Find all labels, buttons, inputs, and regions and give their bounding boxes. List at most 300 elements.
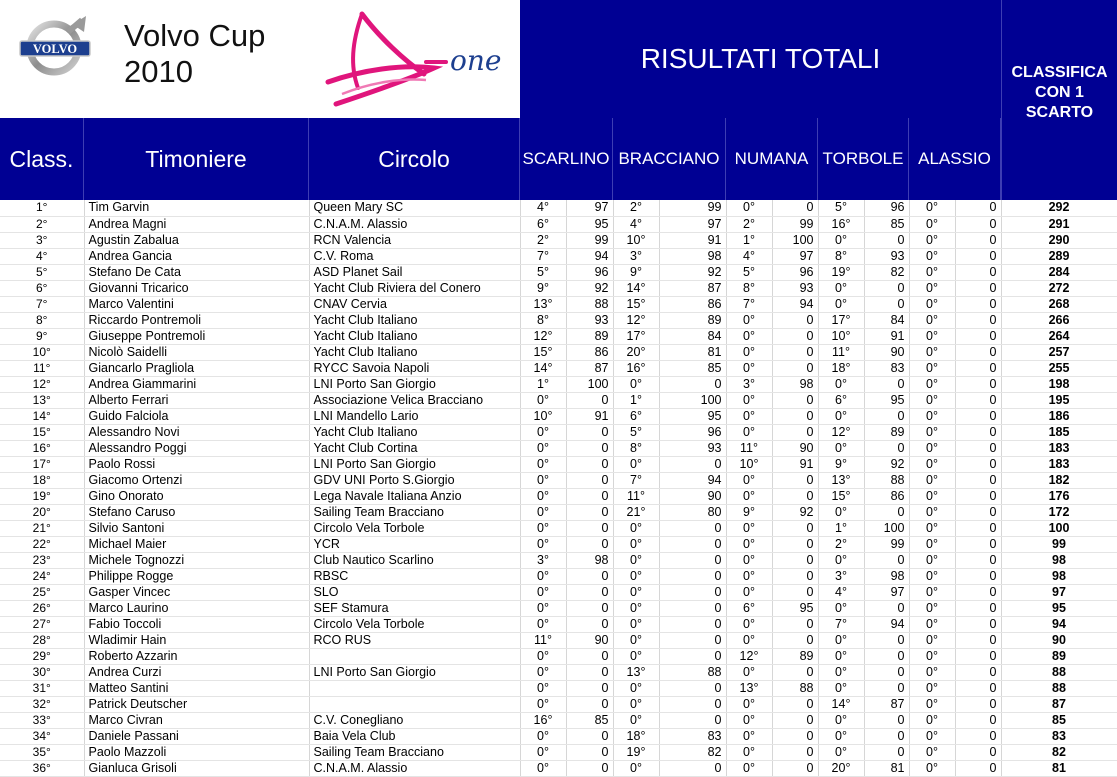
rank-cell: 29° <box>0 648 84 664</box>
rank-cell: 11° <box>0 360 84 376</box>
race-position-cell: 16° <box>613 360 659 376</box>
helmsman-cell: Patrick Deutscher <box>84 696 309 712</box>
total-points-cell: 172 <box>1001 504 1117 520</box>
table-row <box>0 280 1117 296</box>
race-points-cell: 84 <box>659 328 726 344</box>
race-points-cell: 0 <box>659 520 726 536</box>
helmsman-cell: Alberto Ferrari <box>84 392 309 408</box>
table-row <box>0 328 1117 344</box>
race-position-cell: 0° <box>909 552 955 568</box>
race-position-cell: 7° <box>818 616 864 632</box>
race-position-cell: 0° <box>726 712 772 728</box>
race-points-cell: 96 <box>659 424 726 440</box>
race-points-cell: 90 <box>772 440 818 456</box>
race-points-cell: 86 <box>566 344 613 360</box>
race-points-cell: 97 <box>659 216 726 232</box>
rank-cell: 25° <box>0 584 84 600</box>
helmsman-cell: Gianluca Grisoli <box>84 760 309 776</box>
race-position-cell: 11° <box>613 488 659 504</box>
race-points-cell: 0 <box>955 728 1001 744</box>
club-cell: RCO RUS <box>309 632 520 648</box>
classifica-header <box>1001 0 1117 200</box>
club-cell: Yacht Club Italiano <box>309 312 520 328</box>
race-position-cell: 0° <box>613 696 659 712</box>
helmsman-cell: Guido Falciola <box>84 408 309 424</box>
race-points-cell: 0 <box>864 632 909 648</box>
race-position-cell: 13° <box>613 664 659 680</box>
race-position-cell: 10° <box>726 456 772 472</box>
club-cell: Sailing Team Bracciano <box>309 504 520 520</box>
race-points-cell: 0 <box>772 472 818 488</box>
race-points-cell: 92 <box>772 504 818 520</box>
race-position-cell: 0° <box>726 760 772 776</box>
race-points-cell: 93 <box>566 312 613 328</box>
race-points-cell: 94 <box>772 296 818 312</box>
race-points-cell: 85 <box>659 360 726 376</box>
race-points-cell: 88 <box>566 296 613 312</box>
race-position-cell: 0° <box>909 344 955 360</box>
race-position-cell: 0° <box>520 520 566 536</box>
race-position-cell: 0° <box>909 472 955 488</box>
race-points-cell: 98 <box>864 568 909 584</box>
race-points-cell: 0 <box>955 456 1001 472</box>
race-points-cell: 0 <box>955 392 1001 408</box>
race-position-cell: 0° <box>726 744 772 760</box>
race-position-cell: 2° <box>613 200 659 216</box>
club-cell: CNAV Cervia <box>309 296 520 312</box>
race-position-cell: 0° <box>726 696 772 712</box>
race-points-cell: 0 <box>955 344 1001 360</box>
helmsman-cell: Giancarlo Pragliola <box>84 360 309 376</box>
race-points-cell: 0 <box>864 408 909 424</box>
race-position-cell: 0° <box>726 328 772 344</box>
rank-cell: 16° <box>0 440 84 456</box>
race-points-cell: 86 <box>864 488 909 504</box>
race-points-cell: 0 <box>955 616 1001 632</box>
race-points-cell: 0 <box>659 648 726 664</box>
helmsman-cell: Fabio Toccoli <box>84 616 309 632</box>
race-points-cell: 80 <box>659 504 726 520</box>
total-points-cell: 268 <box>1001 296 1117 312</box>
table-row <box>0 744 1117 760</box>
race-points-cell: 0 <box>772 312 818 328</box>
race-points-cell: 0 <box>955 680 1001 696</box>
race-position-cell: 16° <box>520 712 566 728</box>
total-points-cell: 82 <box>1001 744 1117 760</box>
race-position-cell: 0° <box>613 648 659 664</box>
classifica-line1: CLASSIFICA <box>1011 64 1108 81</box>
race-position-cell: 5° <box>726 264 772 280</box>
race-points-cell: 93 <box>864 248 909 264</box>
race-points-cell: 87 <box>566 360 613 376</box>
race-position-cell: 1° <box>818 520 864 536</box>
race-position-cell: 0° <box>909 584 955 600</box>
club-cell: LNI Porto San Giorgio <box>309 664 520 680</box>
rank-cell: 8° <box>0 312 84 328</box>
race-position-cell: 7° <box>726 296 772 312</box>
race-position-cell: 12° <box>726 648 772 664</box>
race-position-cell: 0° <box>613 536 659 552</box>
race-position-cell: 0° <box>520 392 566 408</box>
rank-cell: 13° <box>0 392 84 408</box>
rank-cell: 22° <box>0 536 84 552</box>
race-points-cell: 0 <box>955 264 1001 280</box>
race-position-cell: 0° <box>909 520 955 536</box>
table-row <box>0 552 1117 568</box>
cup-title-line1: Volvo Cup <box>124 18 266 53</box>
rank-cell: 15° <box>0 424 84 440</box>
race-position-cell: 0° <box>726 664 772 680</box>
race-points-cell: 0 <box>864 376 909 392</box>
race-position-cell: 0° <box>909 696 955 712</box>
rank-cell: 26° <box>0 600 84 616</box>
race-points-cell: 0 <box>955 408 1001 424</box>
race-position-cell: 4° <box>726 248 772 264</box>
race-points-cell: 97 <box>864 584 909 600</box>
race-position-cell: 0° <box>520 440 566 456</box>
race-points-cell: 0 <box>566 536 613 552</box>
race-position-cell: 0° <box>818 680 864 696</box>
column-header-row <box>0 118 1001 200</box>
race-position-cell: 0° <box>909 424 955 440</box>
race-position-cell: 0° <box>909 568 955 584</box>
race-position-cell: 13° <box>520 296 566 312</box>
table-row <box>0 648 1117 664</box>
race-points-cell: 0 <box>864 552 909 568</box>
race-points-cell: 0 <box>955 552 1001 568</box>
race-points-cell: 0 <box>864 440 909 456</box>
race-position-cell: 0° <box>726 392 772 408</box>
rank-cell: 5° <box>0 264 84 280</box>
race-points-cell: 0 <box>566 584 613 600</box>
helmsman-cell: Tim Garvin <box>84 200 309 216</box>
race-position-cell: 13° <box>818 472 864 488</box>
race-points-cell: 0 <box>772 744 818 760</box>
race-points-cell: 0 <box>864 296 909 312</box>
race-position-cell: 2° <box>818 536 864 552</box>
race-points-cell: 0 <box>955 296 1001 312</box>
race-position-cell: 0° <box>909 392 955 408</box>
race-points-cell: 84 <box>864 312 909 328</box>
race-points-cell: 0 <box>955 568 1001 584</box>
race-position-cell: 0° <box>520 696 566 712</box>
race-points-cell: 0 <box>772 632 818 648</box>
race-points-cell: 0 <box>566 392 613 408</box>
race-points-cell: 92 <box>566 280 613 296</box>
race-points-cell: 0 <box>955 488 1001 504</box>
race-position-cell: 0° <box>726 728 772 744</box>
total-points-cell: 198 <box>1001 376 1117 392</box>
table-row <box>0 200 1117 216</box>
race-position-cell: 0° <box>726 632 772 648</box>
race-points-cell: 88 <box>772 680 818 696</box>
race-points-cell: 83 <box>864 360 909 376</box>
race-position-cell: 0° <box>818 712 864 728</box>
helmsman-cell: Giuseppe Pontremoli <box>84 328 309 344</box>
race-points-cell: 0 <box>772 488 818 504</box>
race-position-cell: 0° <box>909 200 955 216</box>
rank-cell: 28° <box>0 632 84 648</box>
race-position-cell: 0° <box>726 200 772 216</box>
race-points-cell: 0 <box>955 472 1001 488</box>
race-position-cell: 0° <box>818 632 864 648</box>
race-points-cell: 0 <box>659 536 726 552</box>
rank-cell: 14° <box>0 408 84 424</box>
race-position-cell: 0° <box>818 728 864 744</box>
race-points-cell: 0 <box>955 520 1001 536</box>
race-points-cell: 81 <box>659 344 726 360</box>
race-points-cell: 87 <box>659 280 726 296</box>
race-position-cell: 0° <box>818 408 864 424</box>
race-position-cell: 1° <box>520 376 566 392</box>
race-points-cell: 0 <box>955 216 1001 232</box>
total-points-cell: 97 <box>1001 584 1117 600</box>
rank-cell: 7° <box>0 296 84 312</box>
race-position-cell: 0° <box>613 712 659 728</box>
total-points-cell: 291 <box>1001 216 1117 232</box>
total-points-cell: 100 <box>1001 520 1117 536</box>
race-position-cell: 21° <box>613 504 659 520</box>
race-points-cell: 0 <box>659 680 726 696</box>
race-position-cell: 19° <box>818 264 864 280</box>
cup-title-line2: 2010 <box>124 54 193 89</box>
table-row <box>0 264 1117 280</box>
race-points-cell: 91 <box>659 232 726 248</box>
race-position-cell: 0° <box>726 344 772 360</box>
race-position-cell: 13° <box>726 680 772 696</box>
club-cell: Yacht Club Cortina <box>309 440 520 456</box>
race-points-cell: 0 <box>955 712 1001 728</box>
race-position-cell: 0° <box>613 584 659 600</box>
race-points-cell: 0 <box>772 360 818 376</box>
total-points-cell: 264 <box>1001 328 1117 344</box>
race-points-cell: 95 <box>864 392 909 408</box>
total-points-cell: 90 <box>1001 632 1117 648</box>
classifica-line3: SCARTO <box>1025 104 1094 121</box>
race-position-cell: 10° <box>520 408 566 424</box>
rank-cell: 32° <box>0 696 84 712</box>
race-points-cell: 0 <box>772 568 818 584</box>
rank-cell: 33° <box>0 712 84 728</box>
table-row <box>0 392 1117 408</box>
rank-cell: 18° <box>0 472 84 488</box>
race-points-cell: 0 <box>772 424 818 440</box>
table-row <box>0 248 1117 264</box>
results-title: RISULTATI TOTALI <box>520 0 1001 118</box>
race-points-cell: 0 <box>659 456 726 472</box>
race-position-cell: 0° <box>520 488 566 504</box>
race-points-cell: 99 <box>772 216 818 232</box>
classifica-line2: CON 1 <box>1035 84 1084 101</box>
race-position-cell: 0° <box>726 536 772 552</box>
table-row <box>0 568 1117 584</box>
race-points-cell: 0 <box>955 744 1001 760</box>
race-position-cell: 12° <box>520 328 566 344</box>
rank-cell: 6° <box>0 280 84 296</box>
rank-cell: 35° <box>0 744 84 760</box>
race-position-cell: 0° <box>818 664 864 680</box>
club-cell: C.N.A.M. Alassio <box>309 216 520 232</box>
total-points-cell: 292 <box>1001 200 1117 216</box>
race-points-cell: 94 <box>864 616 909 632</box>
race-position-cell: 0° <box>613 760 659 776</box>
race-position-cell: 0° <box>520 600 566 616</box>
race-position-cell: 12° <box>818 424 864 440</box>
col-header-club: Circolo <box>309 118 520 200</box>
race-points-cell: 0 <box>955 632 1001 648</box>
club-cell: SLO <box>309 584 520 600</box>
race-position-cell: 9° <box>520 280 566 296</box>
race-points-cell: 0 <box>955 648 1001 664</box>
race-points-cell: 82 <box>864 264 909 280</box>
race-position-cell: 0° <box>909 408 955 424</box>
race-points-cell: 0 <box>659 600 726 616</box>
total-points-cell: 98 <box>1001 568 1117 584</box>
race-points-cell: 0 <box>772 200 818 216</box>
race-points-cell: 0 <box>772 696 818 712</box>
race-points-cell: 85 <box>566 712 613 728</box>
race-points-cell: 0 <box>659 632 726 648</box>
club-cell: Sailing Team Bracciano <box>309 744 520 760</box>
race-points-cell: 0 <box>772 408 818 424</box>
race-position-cell: 0° <box>818 440 864 456</box>
table-row <box>0 600 1117 616</box>
helmsman-cell: Philippe Rogge <box>84 568 309 584</box>
total-points-cell: 98 <box>1001 552 1117 568</box>
race-position-cell: 4° <box>613 216 659 232</box>
race-points-cell: 0 <box>566 760 613 776</box>
helmsman-cell: Stefano Caruso <box>84 504 309 520</box>
race-position-cell: 0° <box>613 600 659 616</box>
race-points-cell: 99 <box>566 232 613 248</box>
helmsman-cell: Marco Civran <box>84 712 309 728</box>
race-points-cell: 0 <box>955 584 1001 600</box>
table-row <box>0 616 1117 632</box>
race-position-cell: 0° <box>613 552 659 568</box>
race-position-cell: 15° <box>613 296 659 312</box>
race-position-cell: 9° <box>726 504 772 520</box>
race-position-cell: 0° <box>909 600 955 616</box>
race-points-cell: 97 <box>772 248 818 264</box>
race-position-cell: 0° <box>818 232 864 248</box>
table-row <box>0 456 1117 472</box>
club-cell: LNI Porto San Giorgio <box>309 456 520 472</box>
rank-cell: 21° <box>0 520 84 536</box>
helmsman-cell: Nicolò Saidelli <box>84 344 309 360</box>
race-position-cell: 0° <box>726 488 772 504</box>
logo-area <box>0 0 520 118</box>
helmsman-cell: Giacomo Ortenzi <box>84 472 309 488</box>
club-cell: Yacht Club Riviera del Conero <box>309 280 520 296</box>
race-position-cell: 0° <box>909 536 955 552</box>
race-position-cell: 0° <box>726 584 772 600</box>
race-points-cell: 98 <box>772 376 818 392</box>
race-points-cell: 99 <box>659 200 726 216</box>
race-position-cell: 0° <box>909 648 955 664</box>
race-points-cell: 0 <box>566 456 613 472</box>
race-position-cell: 0° <box>520 536 566 552</box>
race-points-cell: 0 <box>772 552 818 568</box>
race-position-cell: 4° <box>818 584 864 600</box>
race-position-cell: 0° <box>520 760 566 776</box>
race-position-cell: 6° <box>818 392 864 408</box>
race-position-cell: 0° <box>726 360 772 376</box>
helmsman-cell: Giovanni Tricarico <box>84 280 309 296</box>
race-points-cell: 98 <box>566 552 613 568</box>
total-points-cell: 289 <box>1001 248 1117 264</box>
race-position-cell: 0° <box>726 568 772 584</box>
table-row <box>0 312 1117 328</box>
rank-cell: 27° <box>0 616 84 632</box>
helmsman-cell: Alessandro Poggi <box>84 440 309 456</box>
total-points-cell: 81 <box>1001 760 1117 776</box>
race-points-cell: 0 <box>955 664 1001 680</box>
helmsman-cell: Wladimir Hain <box>84 632 309 648</box>
race-points-cell: 0 <box>864 280 909 296</box>
total-points-cell: 94 <box>1001 616 1117 632</box>
race-position-cell: 0° <box>909 712 955 728</box>
race-position-cell: 0° <box>613 680 659 696</box>
total-points-cell: 99 <box>1001 536 1117 552</box>
race-points-cell: 0 <box>659 376 726 392</box>
race-position-cell: 20° <box>613 344 659 360</box>
race-position-cell: 0° <box>909 360 955 376</box>
d-one-logo-icon <box>322 8 507 108</box>
table-row <box>0 344 1117 360</box>
col-header-alassio: ALASSIO <box>909 118 1001 200</box>
race-position-cell: 2° <box>726 216 772 232</box>
race-points-cell: 94 <box>659 472 726 488</box>
race-position-cell: 0° <box>613 520 659 536</box>
race-position-cell: 12° <box>613 312 659 328</box>
total-points-cell: 257 <box>1001 344 1117 360</box>
race-points-cell: 0 <box>955 360 1001 376</box>
rank-cell: 24° <box>0 568 84 584</box>
race-points-cell: 100 <box>659 392 726 408</box>
race-position-cell: 0° <box>726 424 772 440</box>
race-position-cell: 0° <box>818 504 864 520</box>
helmsman-cell: Roberto Azzarin <box>84 648 309 664</box>
race-points-cell: 81 <box>864 760 909 776</box>
race-points-cell: 0 <box>566 472 613 488</box>
race-position-cell: 15° <box>818 488 864 504</box>
rank-cell: 12° <box>0 376 84 392</box>
race-position-cell: 0° <box>520 744 566 760</box>
race-points-cell: 0 <box>566 600 613 616</box>
rank-cell: 20° <box>0 504 84 520</box>
club-cell: LNI Mandello Lario <box>309 408 520 424</box>
total-points-cell: 255 <box>1001 360 1117 376</box>
race-position-cell: 0° <box>909 504 955 520</box>
race-points-cell: 0 <box>772 664 818 680</box>
race-position-cell: 17° <box>818 312 864 328</box>
club-cell <box>309 648 520 664</box>
helmsman-cell: Michele Tognozzi <box>84 552 309 568</box>
rank-cell: 10° <box>0 344 84 360</box>
race-position-cell: 0° <box>818 280 864 296</box>
race-points-cell: 100 <box>566 376 613 392</box>
race-position-cell: 0° <box>726 520 772 536</box>
svg-text:VOLVO: VOLVO <box>32 42 78 56</box>
table-row <box>0 712 1117 728</box>
col-header-class: Class. <box>0 118 84 200</box>
total-points-cell: 88 <box>1001 664 1117 680</box>
race-position-cell: 0° <box>613 616 659 632</box>
race-points-cell: 0 <box>864 744 909 760</box>
total-points-cell: 183 <box>1001 440 1117 456</box>
race-points-cell: 0 <box>955 536 1001 552</box>
race-points-cell: 0 <box>955 376 1001 392</box>
